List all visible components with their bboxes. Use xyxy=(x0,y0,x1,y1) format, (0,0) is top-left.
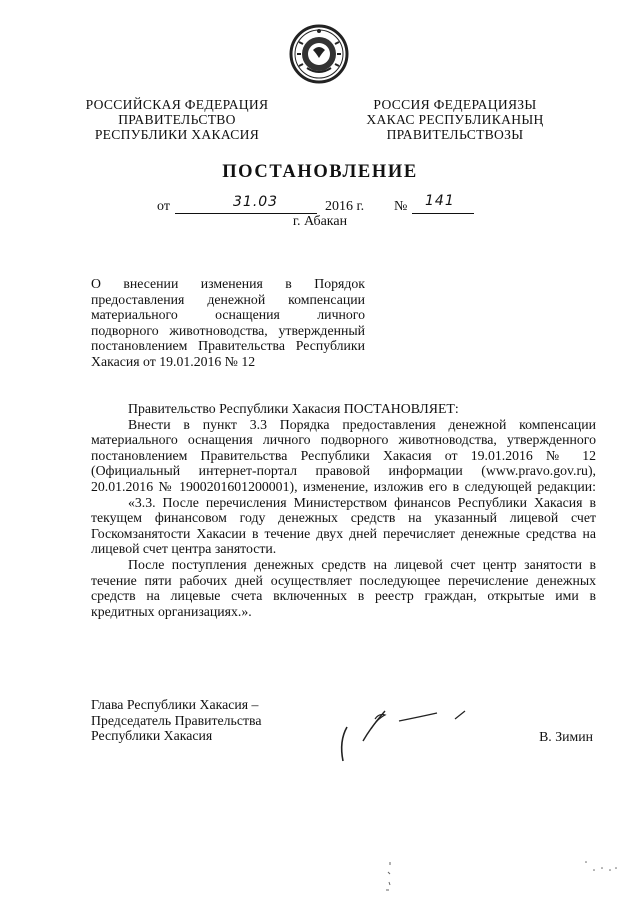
header-left-line: ПРАВИТЕЛЬСТВО xyxy=(118,112,236,127)
body-line: «3.3. После перечисления Министерством финансов Республики Хакасия в xyxy=(128,494,596,510)
subject-line: Хакасия от 19.01.2016 № 12 xyxy=(91,353,256,369)
body-line: постановлением Правительства Республики Хакасия от 19.01.2016 № 12 xyxy=(91,447,596,463)
subject-block xyxy=(91,276,365,370)
subject-line: предоставления денежной компенсации xyxy=(91,291,365,307)
body-line: течение пяти рабочих дней осуществляет последующее перечисление денежных xyxy=(91,572,596,588)
document-title: ПОСТАНОВЛЕНИЕ xyxy=(222,162,418,182)
subject-line: О внесении изменения в Порядок xyxy=(91,276,365,291)
subject-line: материального оснащения личного xyxy=(91,307,365,323)
header-left xyxy=(82,97,272,142)
signatory-position xyxy=(91,697,261,744)
signatory-line: Глава Республики Хакасия – xyxy=(91,697,259,712)
subject-line: постановлением Правительства Республики xyxy=(91,338,365,354)
signatory-line: Республики Хакасия xyxy=(91,728,213,744)
decree-line: Правительство Республики Хакасия ПОСТАНОВЛЯЕТ: xyxy=(128,401,459,416)
signatory-line: Председатель Правительства xyxy=(91,712,262,728)
body-line: материального оснащения личного подворного животноводства, утвержденного xyxy=(91,432,596,448)
body-line: (Официальный интернет-портал правовой информации (www.pravo.gov.ru), xyxy=(91,463,596,479)
body-line: кредитных организациях.». xyxy=(91,603,252,619)
coat-of-arms-icon xyxy=(287,22,351,86)
body-line: 20.01.2016 № 1900201601200001), изменение, изложив его в следующей редакции: xyxy=(91,478,596,494)
handwritten-signature xyxy=(335,705,475,765)
header-right xyxy=(360,97,550,142)
body-line: Внести в пункт 3.3 Порядка предоставления денежной компенсации xyxy=(128,416,596,432)
scan-marks xyxy=(380,860,400,896)
date-prefix: от xyxy=(157,199,170,214)
body-line: После поступления денежных средств на лицевой счет центр занятости в xyxy=(128,556,596,572)
handwritten-date: 31.03 xyxy=(233,194,279,210)
city: г. Абакан xyxy=(292,214,348,229)
date-year: 2016 г. xyxy=(325,199,365,214)
body-line: средств на лицевые счета включенных в реестр граждан, открытые ими в xyxy=(91,588,596,604)
number-sign: № xyxy=(394,199,408,214)
header-right-line: ХАКАС РЕСПУБЛИКАНЫҢ xyxy=(366,112,544,127)
handwritten-number: 141 xyxy=(425,193,455,209)
body-line: текущем финансовом году денежных средств на указанный лицевой счет xyxy=(91,510,596,526)
header-right-line: РОССИЯ ФЕДЕРАЦИЯЗЫ xyxy=(373,97,537,112)
subject-line: подворного животноводства, утвержденный xyxy=(91,322,365,338)
header-left-line: РОССИЙСКАЯ ФЕДЕРАЦИЯ xyxy=(85,97,269,112)
body-text xyxy=(91,401,596,619)
header-right-line: ПРАВИТЕЛЬСТВОЗЫ xyxy=(386,127,524,142)
body-line: Госкомзанятости Хакасии в течение двух дней перечисляет денежные средства на xyxy=(91,525,596,541)
body-line: лицевой счет центра занятости. xyxy=(91,541,277,557)
scan-marks xyxy=(580,858,620,878)
header-left-line: РЕСПУБЛИКИ ХАКАСИЯ xyxy=(94,127,260,142)
signatory-name: В. Зимин xyxy=(539,729,593,744)
